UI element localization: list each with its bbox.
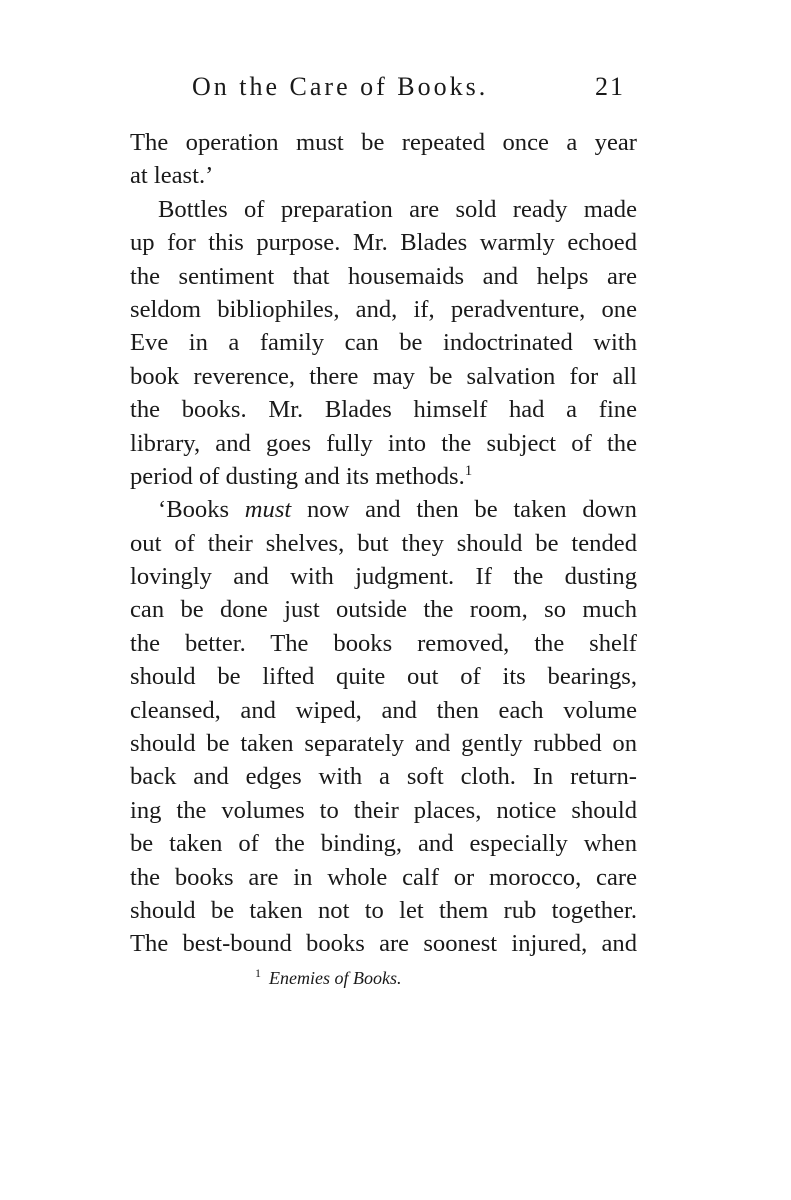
text-line [130,226,637,259]
text-line [130,493,637,526]
text-span: should be taken separately and gently rubbed on [130,730,637,758]
text-line [130,827,637,860]
text-line [130,660,637,693]
text-span: be taken of the binding, and especially when [130,830,637,858]
text-line [130,794,637,827]
text-line [130,126,637,159]
text-line [130,293,637,326]
footnote-reference: 1 [464,462,473,479]
running-title: On the Care of Books. [192,72,489,101]
text-line [130,593,637,626]
text-span: the sentiment that housemaids and helps are [130,262,637,290]
text-span: book reverence, there may be salvation for all [130,362,637,390]
text-span: the books are in whole calf or morocco, care [130,863,637,891]
text-line [130,727,637,760]
running-header [130,72,637,108]
text-span: The operation must be repeated once a year [130,129,637,156]
body-text [130,126,637,961]
text-span: period of dusting and its methods. [130,462,465,490]
text-line [130,427,637,460]
text-line [130,260,637,293]
text-span: up for this purpose. Mr. Blades warmly echoed [130,229,637,257]
text-line [130,193,637,226]
text-line [130,393,637,426]
text-line [130,326,637,359]
text-span: should be lifted quite out of its bearings, [130,663,637,691]
footnote [255,968,401,989]
text-line [130,927,637,960]
text-line [130,159,637,192]
text-span: can be done just outside the room, so much [130,596,637,624]
text-span: Eve in a family can be indoctrinated with [130,329,637,357]
text-span: The best-bound books are soonest injured, and [130,930,637,958]
text-line [130,694,637,727]
text-line [130,360,637,393]
text-span: ‘Books [158,496,245,524]
text-span: library, and goes fully into the subject of the [130,429,637,457]
text-span: the books. Mr. Blades himself had a fine [130,396,637,424]
text-line [130,460,637,493]
text-line [130,894,637,927]
text-span: back and edges with a soft cloth. In return- [130,763,637,791]
text-line [130,527,637,560]
text-line [130,627,637,660]
text-span: Bottles of preparation are sold ready made [158,195,637,223]
text-span: the better. The books removed, the shelf [130,629,637,657]
text-line [130,760,637,793]
text-span: should be taken not to let them rub together. [130,896,637,924]
text-span: at least.’ [130,162,214,190]
emphasized-text: must [244,496,292,524]
page-number: 21 [595,72,625,101]
text-span: lovingly and with judgment. If the dusting [130,563,637,591]
footnote-text: Enemies of Books. [269,968,402,988]
footnote-marker: 1 [255,966,261,980]
text-span: seldom bibliophiles, and, if, peradventure, one [130,295,637,323]
text-line [130,560,637,593]
text-span: now and then be taken down [291,496,637,524]
text-span: out of their shelves, but they should be tended [130,529,637,557]
text-line [130,861,637,894]
text-span: cleansed, and wiped, and then each volume [130,696,637,724]
text-span: ing the volumes to their places, notice should [130,796,637,824]
